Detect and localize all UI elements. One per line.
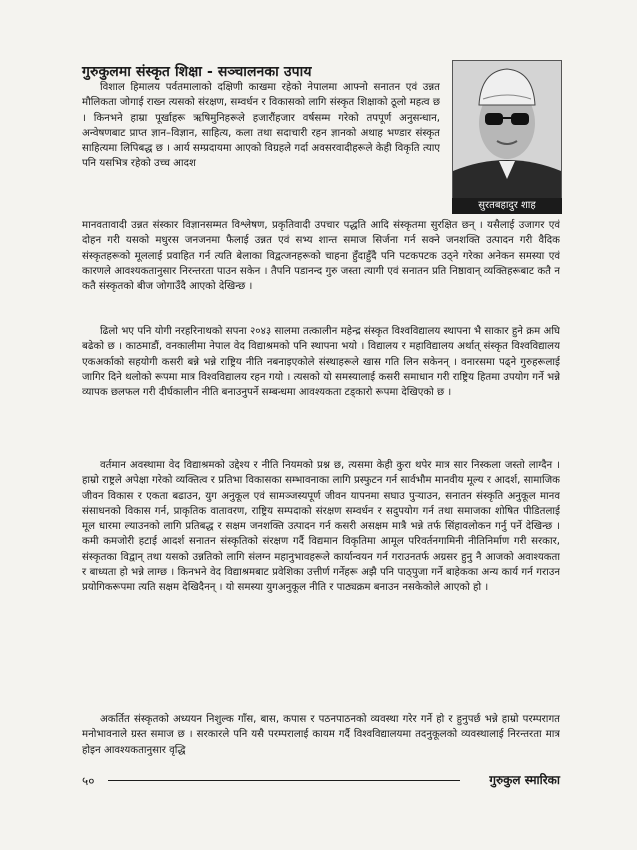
paragraph-2: ढिलो भए पनि योगी नरहरिनाथको सपना २०४३ सालमा तत्कालीन महेन्द्र संस्कृत विश्वविद्यालय स्थापना भै साकार हुने क्रम अघि बढेको छ । काठमाडौं, वनकालीमा नेपाल वेद विद्याश्रमको पनि स्थापना भयो । विद्यालय र महाविद्यालय अर्थात् संस्कृत विश्वविद्यालय एकअर्काको सहयोगी कसरी बन्ने भन्ने राष्ट्रिय नीति नबनाइएकोले संस्थाहरूले खास गति लिन सकेनन् । वनारसमा पढ्ने गुरुहरूलाई जागिर दिने थलोको रूपमा मात्र विश्वविद्यालय रहन गयो । त्यसको यो समस्यालाई कसरी समाधान गरी राष्ट्रिय हितमा उपयोग गर्ने भन्ने व्यापक छलफल गरी दीर्घकालीन नीति बनाउनुपर्ने सम्बन्धमा आवश्यकता टड्कारो रूपमा देखिएको छ । <box>82 326 560 399</box>
article-title: गुरुकुलमा संस्कृत शिक्षा - सञ्चालनका उपाय <box>82 64 312 80</box>
author-portrait-image <box>453 61 561 199</box>
paragraph-4: अकर्तित संस्कृतको अध्ययन निशुल्क गाँस, बास, कपास र पठनपाठनको व्यवस्था गरेर गर्ने हो र हुनुपर्छ भन्ने हाम्रो परम्परागत मनोभावनाले ग्रस्त समाज छ । सरकारले पनि यसै परम्परालाई कायम गर्दै विश्वविद्यालयमा तदनुकूलको व्यवस्थालाई निरन्तरता मात्र होइन आवश्यकतानुसार वृद्धि <box>82 714 560 756</box>
footer-divider <box>108 780 460 781</box>
paragraph-1-continued: मानवतावादी उन्नत संस्कार विज्ञानसम्मत विश्लेषण, प्रकृतिवादी उपचार पद्धति आदि संस्कृतमा सुरक्षित छन् । यसैलाई उजागर एवं दोहन गरी यसको मधुरस जनजनमा फैलाई उन्नत एवं सभ्य शान्त समाज सिर्जना गर्न सक्ने जनशक्ति उत्पादन गरी वैदिक संस्कृतहरूको मूललाई प्रवाहित गर्न त्यति बेलाका विद्वत्जनहरूको चाहना हुँदाहुँदै पनि पटकपटक उठ्ने गरेका अनेकन समस्या एवं कारणले आवश्यकतानुसार निरन्तरता पाउन सकेन । तैपनि पडानन्द गुरु जस्ता त्यागी एवं सनातन प्रति निष्ठावान् व्यक्तिहरूबाट कतै न कतै संस्कृतको बीज जोगाउँदै आएको देखिन्छ । <box>82 220 560 293</box>
page-number: ५० <box>82 774 95 788</box>
magazine-name: गुरुकुल स्मारिका <box>489 773 560 787</box>
photo-caption: सुरतबहादुर शाह <box>452 198 562 214</box>
paragraph-1: विशाल हिमालय पर्वतमालाको दक्षिणी काखमा रहेको नेपालमा आफ्नो सनातन एवं उन्नत मौलिकता जोगाई राख्न त्यसको संरक्षण, सम्वर्धन र विकासको लागि संस्कृत शिक्षाको ठूलो महत्व छ । किनभने हाम्रा पूर्खाहरू ऋषिमुनिहरूले हजारौंहजार वर्षसम्म गरेको तपपूर्ण अनुसन्धान, अन्वेषणबाट प्राप्त ज्ञान–विज्ञान, साहित्य, कला तथा सदाचारी रहन ज्ञानको अथाह भण्डार संस्कृत साहित्यमा लिपिबद्ध छ । आर्य सम्प्रदायमा आएको विग्रहले गर्दा अवसरवादीहरूले केही विकृति त्याए पनि यसभित्र रहेको उच्च आदश <box>82 82 440 170</box>
paragraph-3: वर्तमान अवस्थामा वेद विद्याश्रमको उद्देश्य र नीति नियमको प्रश्न छ, त्यसमा केही कुरा थपेर मात्र सार निस्कला जस्तो लाग्दैन । हाम्रो राष्ट्रले अपेक्षा गरेको व्यक्तित्व र प्रतिभा विकासका सम्भावनाका लागि प्रस्फुटन गर्न सार्वभौम मानवीय मूल्य र आदर्श, सामाजिक जीवन विकास र एकता बढाउन, युग अनुकूल एवं सामञ्जस्यपूर्ण जीवन यापनमा सघाउ पुऱ्याउन, सनातन संस्कृति अनुकूल मानव संसाधनको विकास गर्न, प्राकृतिक वातावरण, राष्ट्रिय सम्पदाको संरक्षण सम्वर्धन र सदुपयोग गर्न तथा समाजका शोषित पीडितलाई मूल धारमा ल्याउनको लागि प्रतिबद्ध र सक्षम जनशक्ति उत्पादन गर्न कसरी असक्षम मात्रै भन्ने तर्फ सिंहावलोकन गर्नु पर्ने देखिन्छ । कमी कमजोरी हटाई आदर्श सनातन संस्कृतिको संरक्षण गर्दै विद्यमान विकृतिमा आमूल परिवर्तनगामिनी नीतिनिर्माण गरी सरकार, संस्कृतका विद्वान् तथा यसको उन्नतिको लागि संलग्न महानुभावहरूले कार्यान्वयन गर्न गराउनतर्फ अग्रसर हुनु नै आजको अवाश्यकता र बाध्यता हो भन्ने लाग्छ । किनभने वेद विद्याश्रमबाट प्रवेशिका उत्तीर्ण गर्नेहरू अझै पनि पाठ्पुजा गर्ने बाहेकका अन्य कार्य गर्न गराउन प्रयोगिकरूपमा त्यति सक्षम देखिदैनन् । यो समस्या युगअनुकूल नीति र पाठ्यक्रम बनाउन नसकेकोले आएको हो । <box>82 460 560 594</box>
author-photo <box>452 60 562 200</box>
page-footer <box>82 770 560 790</box>
